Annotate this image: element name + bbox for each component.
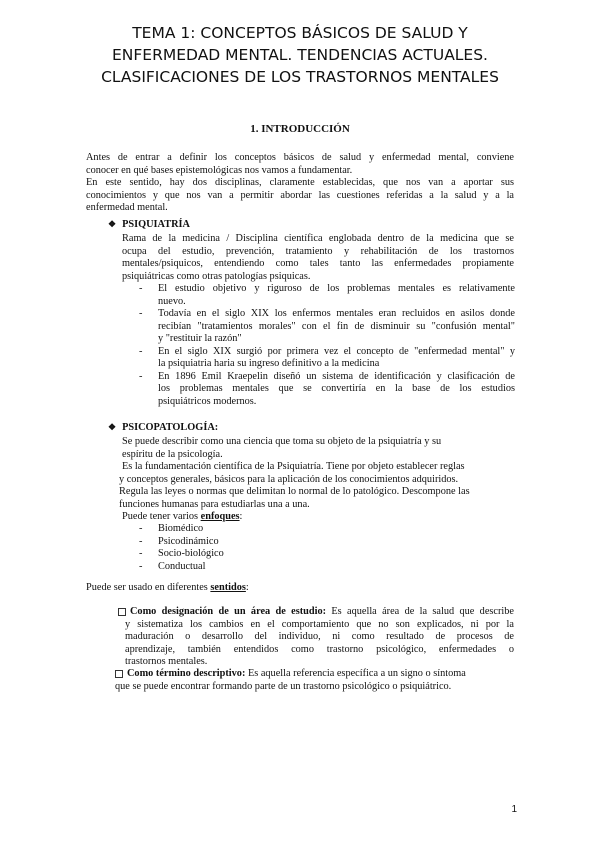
list-item-line: los problemas mentales que se convertiría en la base de los estudios <box>158 383 515 394</box>
psicopatologia-line: Regula las leyes o normas que delimitan lo normal de lo patológico. Descompone las <box>119 486 470 497</box>
psiquiatria-definition <box>122 233 514 283</box>
psicopatologia-line: funciones humanas para estudiarlas una a una. <box>119 498 310 510</box>
psicopatologia-line: Es la fundamentación científica de la Psiquiatría. Tiene por objeto establecer reglas <box>122 461 465 472</box>
sentidos-suffix: : <box>245 582 249 593</box>
list-item: - El estudio objetivo y riguroso de los problemas mentales es relativamente nuevo. <box>139 283 515 307</box>
sentido-area-estudio <box>118 606 514 669</box>
sentido-termino-line: que se puede encontrar formando parte de un trastorno psicológico o psiquiátrico. <box>115 680 452 692</box>
enfoques-line <box>122 511 516 524</box>
list-item: - Psicodinámico <box>139 535 219 547</box>
page-number: 1 <box>511 804 517 815</box>
document-title <box>40 22 560 88</box>
intro-line: Antes de entrar a definir los conceptos básicos de salud y enfermedad mental, conviene <box>86 152 514 163</box>
sentido-area-line: aprendizaje, también entendidos como trastorno psicológico, enfermedades o <box>125 643 514 655</box>
psiquiatria-line: Rama de la medicina / Disciplina científica englobada dentro de la medicina que se <box>122 233 514 244</box>
enfoques-suffix: : <box>239 511 243 522</box>
psicopatologia-heading <box>108 422 218 433</box>
sentido-area-text: Es aquella área de la salud que describe <box>326 606 514 617</box>
list-item: - Conductual <box>139 560 206 572</box>
sentido-area-line <box>118 606 514 619</box>
list-item: - Socio-biológico <box>139 548 224 559</box>
list-item-line: la psiquiatria haria su ingreso definitivo a la medicina <box>158 358 380 369</box>
list-item: - En el siglo XIX surgió por primera vez el concepto de "enfermedad mental" y la psiquiatria haria su ingreso definitivo a la medicina <box>139 345 515 369</box>
psicopatologia-definition <box>119 436 516 524</box>
enfoques-prefix: Puede tener varios <box>122 511 201 522</box>
enfoques-list <box>139 523 358 573</box>
psiquiatria-line: psiquiátricas como otras patologías psiquicas. <box>122 270 311 282</box>
intro-line: En este sentido, hay dos disciplinas, claramente establecidas, que nos van a aportar sus <box>86 177 514 188</box>
psiquiatria-list <box>139 283 515 408</box>
psiquiatria-heading-label: PSIQUIATRÍA <box>122 219 190 230</box>
psicopatologia-line: y conceptos generales, básicos para la aplicación de los conocimientos adquiridos. <box>119 473 459 485</box>
list-item-line: El estudio objetivo y riguroso de los problemas mentales es relativamente <box>158 283 515 294</box>
sentidos-line <box>86 582 249 595</box>
list-item: - Todavía en el siglo XIX los enfermos mentales eran recluidos en asilos donde recibían "tratamientos morales" con el fin de disminuir su "confusión mental" y "restituir la razón" <box>139 308 515 344</box>
title-line-1: TEMA 1: CONCEPTOS BÁSICOS DE SALUD Y <box>132 24 468 42</box>
psicopatologia-line: Se puede describir como una ciencia que toma su objeto de la psiquiatría y su <box>122 436 442 447</box>
title-line-2: ENFERMEDAD MENTAL. TENDENCIAS ACTUALES. <box>112 46 488 64</box>
sentido-termino <box>115 668 515 693</box>
enfoque-label: Psicodinámico <box>158 535 219 547</box>
diamond-bullet-icon: ❖ <box>108 422 117 432</box>
psiquiatria-line: mentales/psiquicos, entendiendo como tales tanto las enfermedades propiamente <box>122 258 514 269</box>
psicopatologia-line: espíritu de la psicología. <box>122 448 223 460</box>
section-heading: 1. INTRODUCCIÓN <box>250 123 350 135</box>
intro-line: conocimientos y que nos van a permitir abordar las cuestiones referidas a la salud y a la <box>86 189 514 201</box>
enfoque-label: Biomédico <box>158 523 204 534</box>
sentidos-word: sentidos <box>210 582 246 593</box>
list-item-line: En 1896 Emil Kraepelin diseñó un sistema de identificación y clasificación de <box>158 370 515 382</box>
intro-line: enfermedad mental. <box>86 202 168 213</box>
psiquiatria-heading <box>108 219 190 230</box>
sentido-area-line: y sistematiza los cambios en el comportamiento que no son explicados, ni por la <box>125 618 514 630</box>
psicopatologia-heading-label: PSICOPATOLOGÍA: <box>122 422 219 433</box>
square-bullet-icon <box>115 670 123 678</box>
sentido-termino-label: Como término descriptivo: <box>127 668 246 679</box>
sentido-termino-text: Es aquella referencia específica a un signo o síntoma <box>245 668 466 679</box>
list-item-line: y "restituir la razón" <box>158 333 242 344</box>
title-line-3: CLASIFICACIONES DE LOS TRASTORNOS MENTALES <box>101 68 499 86</box>
intro-paragraph <box>86 152 514 215</box>
list-item-line: En el siglo XIX surgió por primera vez el concepto de "enfermedad mental" y <box>158 345 515 357</box>
enfoque-label: Conductual <box>158 560 206 572</box>
sentido-area-line: trastornos mentales. <box>125 656 208 667</box>
list-item-line: nuevo. <box>158 295 186 307</box>
psiquiatria-line: ocupa del estudio, prevención, tratamiento y rehabilitación de los trastornos <box>122 245 514 257</box>
list-item-line: recibían "tratamientos morales" con el fin de disminuir su "confusión mental" <box>158 320 515 332</box>
sentidos-prefix: Puede ser usado en diferentes <box>86 582 211 593</box>
list-item: - Biomédico <box>139 523 204 534</box>
enfoques-word: enfoques <box>200 511 240 522</box>
list-item: - En 1896 Emil Kraepelin diseñó un sistema de identificación y clasificación de los problemas mentales que se convertiría en la base de los estudios psiquiátricos modernos. <box>139 370 515 407</box>
sentido-termino-line <box>115 668 515 681</box>
list-item-line: Todavía en el siglo XIX los enfermos mentales eran recluidos en asilos donde <box>158 308 515 319</box>
intro-line: conocer en qué bases epistemológicas nos vamos a fundamentar. <box>86 164 353 176</box>
sentido-area-line: maduración o desarrollo del individuo, ni como resultado de procesos de <box>125 631 514 642</box>
sentido-area-label: Como designación de un área de estudio: <box>130 606 327 617</box>
square-bullet-icon <box>118 608 126 616</box>
enfoque-label: Socio-biológico <box>158 548 224 559</box>
diamond-bullet-icon: ❖ <box>108 219 117 229</box>
list-item-line: psiquiátricos modernos. <box>158 395 257 407</box>
